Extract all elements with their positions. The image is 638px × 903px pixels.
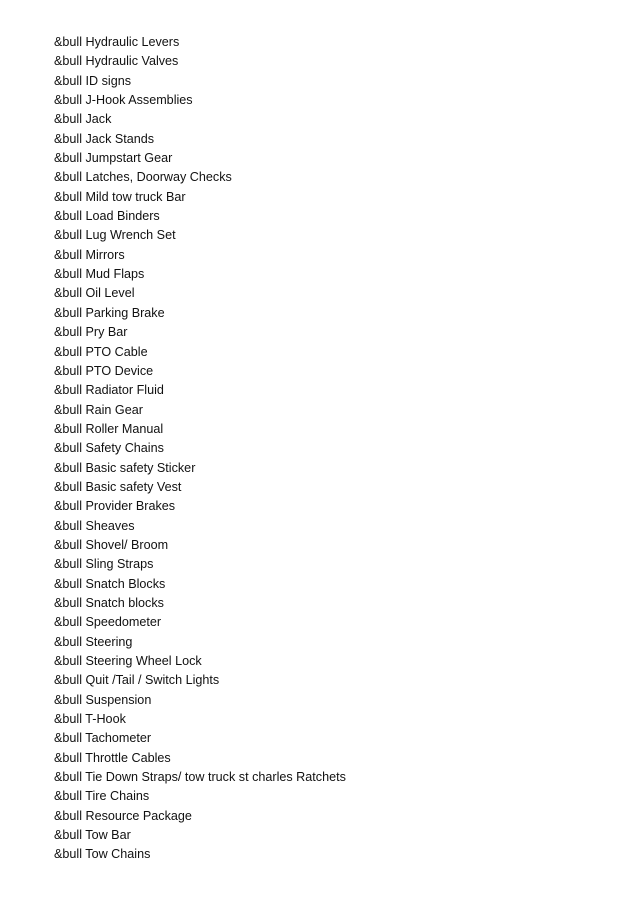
list-item: &bull T-Hook — [54, 712, 126, 727]
list-item: &bull Mild tow truck Bar — [54, 189, 186, 204]
list-item: &bull Provider Brakes — [54, 499, 176, 514]
list-item: &bull Jumpstart Gear — [54, 151, 173, 166]
list-item: &bull Parking Brake — [54, 305, 165, 320]
list-item: &bull ID signs — [54, 73, 131, 88]
list-item: &bull Basic safety Vest — [54, 479, 182, 494]
list-item: &bull Sling Straps — [54, 557, 154, 572]
list-item: &bull Lug Wrench Set — [54, 228, 176, 243]
list-item: &bull Radiator Fluid — [54, 383, 164, 398]
list-item: &bull Sheaves — [54, 518, 135, 533]
list-item: &bull Suspension — [54, 692, 152, 707]
list-item: &bull Tie Down Straps/ tow truck st charles Ratchets — [54, 770, 346, 785]
list-item: &bull Basic safety Sticker — [54, 460, 196, 475]
list-item: &bull Load Binders — [54, 209, 160, 224]
list-item: &bull PTO Cable — [54, 344, 148, 359]
list-item: &bull Jack Stands — [54, 131, 155, 146]
list-item: &bull Rain Gear — [54, 402, 143, 417]
list-item: &bull Resource Package — [54, 808, 192, 823]
list-item: &bull Steering — [54, 634, 133, 649]
list-item: &bull Tow Chains — [54, 847, 151, 862]
list-item: &bull Safety Chains — [54, 441, 164, 456]
list-item: &bull Oil Level — [54, 286, 135, 301]
list-item: &bull Snatch blocks — [54, 595, 164, 610]
list-item: &bull Latches, Doorway Checks — [54, 170, 232, 185]
list-item: &bull Snatch Blocks — [54, 576, 166, 591]
list-item: &bull Jack — [54, 112, 112, 127]
list-item: &bull Quit /Tail / Switch Lights — [54, 673, 220, 688]
list-item: &bull Pry Bar — [54, 325, 128, 340]
list-item: &bull Throttle Cables — [54, 750, 171, 765]
list-item: &bull Speedometer — [54, 615, 162, 630]
list-item: &bull Hydraulic Valves — [54, 54, 179, 69]
list-item: &bull Shovel/ Broom — [54, 537, 169, 552]
list-item: &bull Hydraulic Levers — [54, 35, 180, 49]
list-item: &bull PTO Device — [54, 363, 154, 378]
list-item: &bull Roller Manual — [54, 421, 164, 436]
equipment-list — [54, 33, 346, 865]
list-item: &bull Tire Chains — [54, 789, 150, 804]
list-item: &bull Tachometer — [54, 731, 152, 746]
list-item: &bull Tow Bar — [54, 828, 131, 843]
list-item: &bull Steering Wheel Lock — [54, 654, 202, 668]
list-item: &bull Mud Flaps — [54, 267, 145, 282]
list-item: &bull Mirrors — [54, 247, 125, 262]
list-item: &bull J-Hook Assemblies — [54, 93, 193, 108]
